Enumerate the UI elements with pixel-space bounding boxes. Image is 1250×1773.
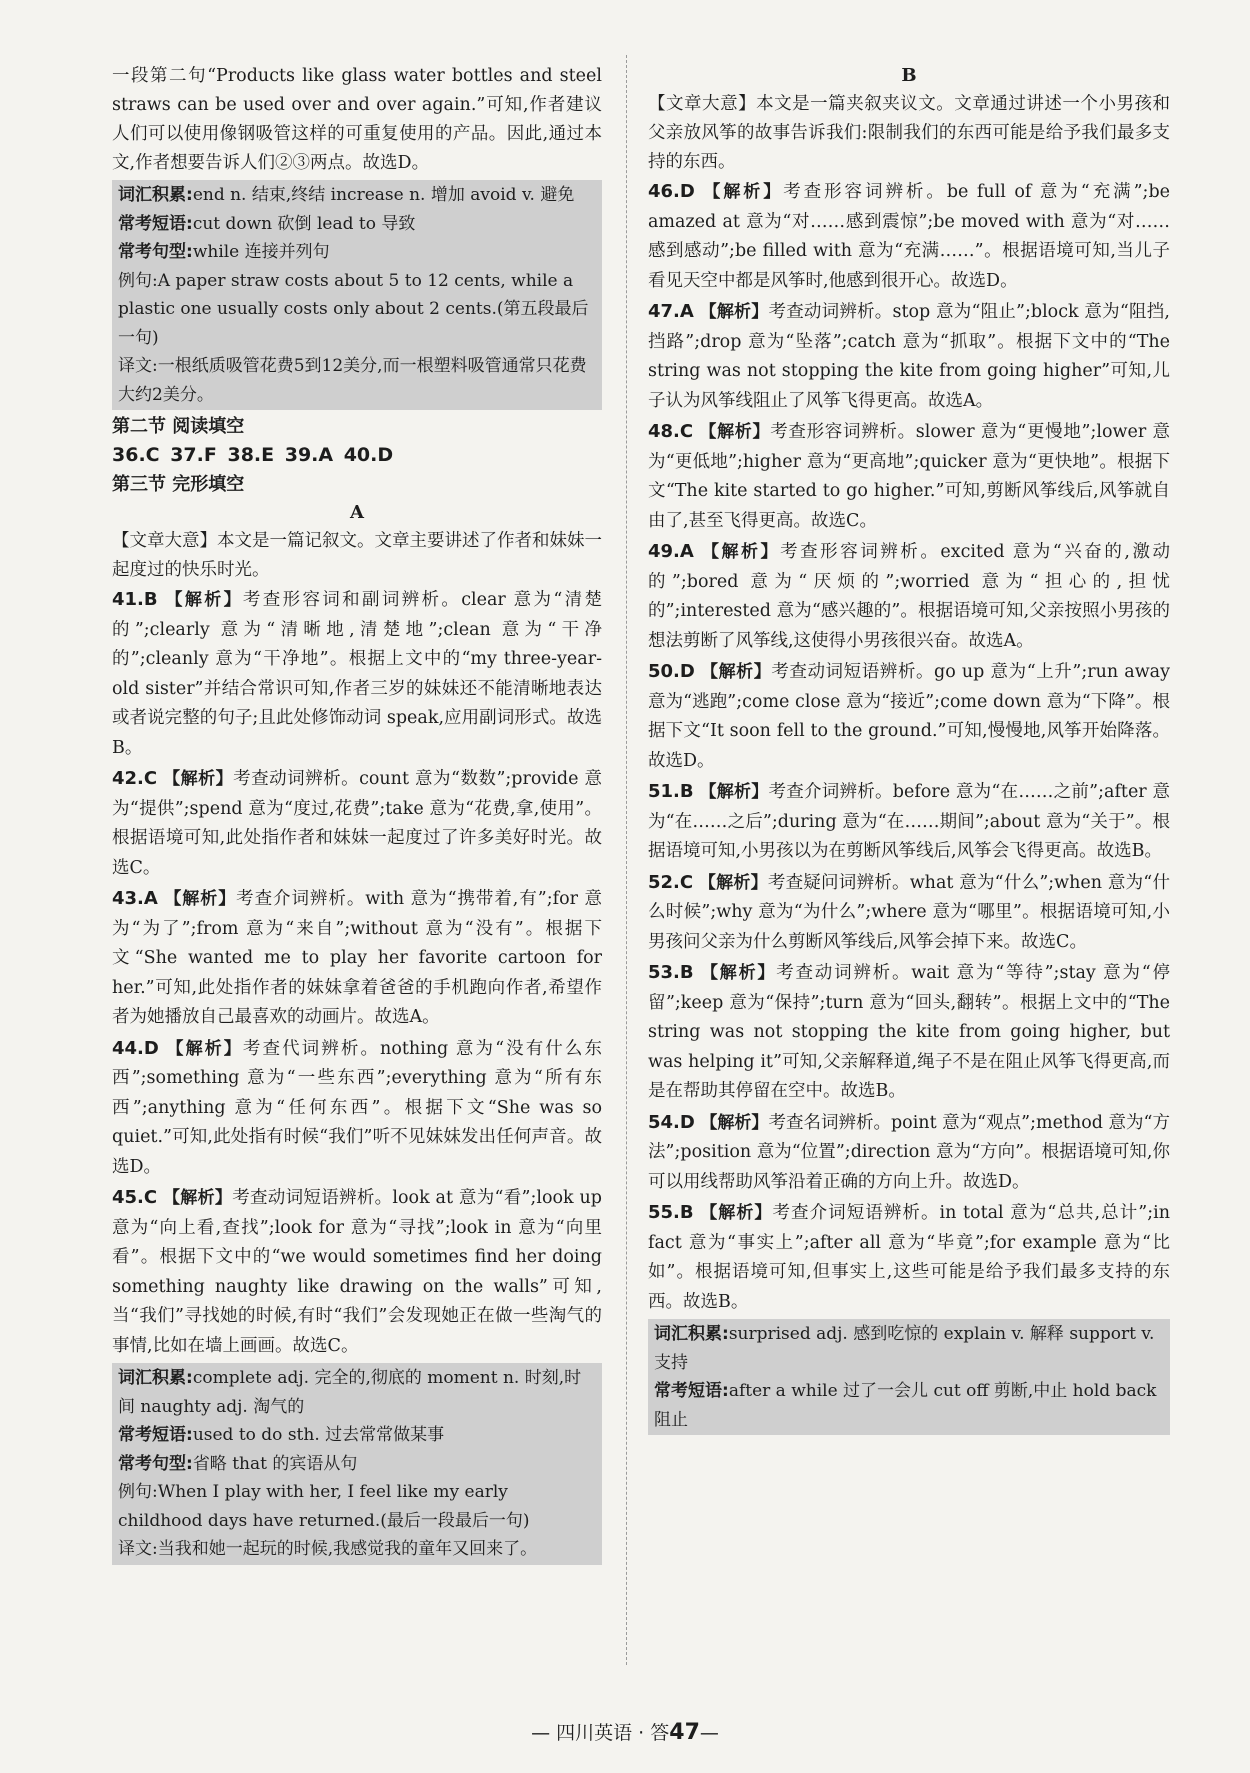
translation-sentence: 译文:一根纸质吸管花费5到12美分,而一根塑料吸管通常只花费大约2美分。 xyxy=(118,356,587,405)
vocab-line: 词汇积累:end n. 结束,终结 increase n. 增加 avoid v. 避免 xyxy=(118,185,575,205)
passage-a-title: A xyxy=(350,502,364,523)
footer-suffix: — xyxy=(699,1722,719,1744)
section-2-title: 第二节 阅读填空 xyxy=(112,416,245,437)
footer-prefix: — 四川英语 · 答 xyxy=(531,1722,670,1744)
left-column xyxy=(112,62,602,1567)
answer-item: 49.A 【解析】考查形容词辨析。excited 意为“兴奋的,激动的”;bored 意为“厌烦的”;worried 意为“担心的,担忧的”;interested 意为“感兴趣的”。根据语境可知,父亲按照小男孩的想法剪断了风筝线,这使得小男孩很兴奋。故选A。 xyxy=(648,541,1170,651)
passage-b-summary: 【文章大意】本文是一篇夹叙夹议文。文章通过讲述一个小男孩和父亲放风筝的故事告诉我们:限制我们的东西可能是给予我们最多支持的东西。 xyxy=(648,94,1170,172)
answer-item: 47.A 【解析】考查动词辨析。stop 意为“阻止”;block 意为“阻挡,挡路”;drop 意为“坠落”;catch 意为“抓取”。根据下文中的“The string was not stopping the kite from going higher”可知,儿子认为风筝线阻止了风筝飞得更高。故选A。 xyxy=(648,301,1170,411)
vocab-line: 词汇积累:surprised adj. 感到吃惊的 explain v. 解释 support v. 支持 xyxy=(654,1324,1155,1373)
answer-item: 42.C 【解析】考查动词辨析。count 意为“数数”;provide 意为“提供”;spend 意为“度过,花费”;take 意为“花费,拿,使用”。根据语境可知,此处指作者和妹妹一起度过了许多美好时光。故选C。 xyxy=(112,768,602,878)
pattern-line: 常考句型:while 连接并列句 xyxy=(118,242,330,262)
answer-item: 54.D 【解析】考查名词辨析。point 意为“观点”;method 意为“方法”;position 意为“位置”;direction 意为“方向”。根据语境可知,你可以用线帮助风筝沿着正确的方向上升。故选D。 xyxy=(648,1111,1171,1192)
vocab-box-3 xyxy=(648,1319,1170,1435)
vocab-box-1 xyxy=(112,180,602,410)
page-footer xyxy=(0,1718,1250,1745)
answer-item: 55.B 【解析】考查介词短语辨析。in total 意为“总共,总计”;in fact 意为“事实上”;after all 意为“毕竟”;for example 意为“比如”。根据语境可知,但事实上,这些可能是给予我们最多支持的东西。故选B。 xyxy=(648,1202,1170,1312)
page-number: 47 xyxy=(669,1720,700,1745)
passage-a-summary: 【文章大意】本文是一篇记叙文。文章主要讲述了作者和妹妹一起度过的快乐时光。 xyxy=(112,531,602,580)
section-2-answers: 36.C 37.F 38.E 39.A 40.D xyxy=(112,444,394,466)
answer-item: 52.C 【解析】考查疑问词辨析。what 意为“什么”;when 意为“什么时候”;why 意为“为什么”;where 意为“哪里”。根据语境可知,小男孩问父亲为什么剪断风筝线后,风筝会掉下来。故选C。 xyxy=(648,871,1170,952)
answer-item: 45.C 【解析】考查动词短语辨析。look at 意为“看”;look up 意为“向上看,查找”;look for 意为“寻找”;look in 意为“向里看”。根据下文中的“we would sometimes find her doing something naughty like drawing on the walls”可知,当“我们”寻找她的时候,有时“我们”会发现她正在做一些淘气的事情,比如在墙上画画。故选C。 xyxy=(112,1187,602,1356)
vocab-line: 词汇积累:complete adj. 完全的,彻底的 moment n. 时刻,时间 naughty adj. 淘气的 xyxy=(118,1368,582,1417)
example-sentence: 例句:When I play with her, I feel like my early childhood days have returned.(最后一段最后一句) xyxy=(118,1482,530,1531)
intro-paragraph: 一段第二句“Products like glass water bottles and steel straws can be used over and over again.”可知,作者建议人们可以使用像钢吸管这样的可重复使用的产品。因此,通过本文,作者想要告诉人们②③两点。故选D。 xyxy=(112,66,602,173)
answer-item: 43.A 【解析】考查介词辨析。with 意为“携带着,有”;for 意为“为了”;from 意为“来自”;without 意为“没有”。根据下文“She wanted me to play her favorite cartoon for her.”可知,此处指作者的妹妹拿着爸爸的手机跑向作者,希望作者为她播放自己最喜欢的动画片。故选A。 xyxy=(112,888,602,1027)
answer-item: 46.D 【解析】考查形容词辨析。be full of 意为“充满”;be amazed at 意为“对……感到震惊”;be moved with 意为“对……感到感动”;be filled with 意为“充满……”。根据语境可知,当儿子看见天空中都是风筝时,他感到很开心。故选D。 xyxy=(648,181,1170,291)
answer-item: 48.C 【解析】考查形容词辨析。slower 意为“更慢地”;lower 意为“更低地”;higher 意为“更高地”;quicker 意为“更快地”。根据下文“The kite started to go higher.”可知,剪断风筝线后,风筝就自由了,甚至飞得更高。故选C。 xyxy=(648,421,1170,531)
translation-sentence: 译文:当我和她一起玩的时候,我感觉我的童年又回来了。 xyxy=(118,1539,538,1559)
phrase-line: 常考短语:after a while 过了一会儿 cut off 剪断,中止 hold back 阻止 xyxy=(654,1381,1157,1430)
section-3-title: 第三节 完形填空 xyxy=(112,474,245,495)
example-sentence: 例句:A paper straw costs about 5 to 12 cents, while a plastic one usually costs only about 2 cents.(第五段最后一句) xyxy=(118,270,589,348)
pattern-line: 常考句型:省略 that 的宾语从句 xyxy=(118,1453,358,1474)
answer-item: 44.D 【解析】考查代词辨析。nothing 意为“没有什么东西”;something 意为“一些东西”;everything 意为“所有东西”;anything 意为“任何东西”。根据下文“She was so quiet.”可知,此处指有时候“我们”听不见妹妹发出任何声音。故选D。 xyxy=(112,1037,602,1177)
answer-item: 50.D 【解析】考查动词短语辨析。go up 意为“上升”;run away 意为“逃跑”;come close 意为“接近”;come down 意为“下降”。根据下文“It soon fell to the ground.”可知,慢慢地,风筝开始降落。故选D。 xyxy=(648,661,1171,771)
answer-item: 51.B 【解析】考查介词辨析。before 意为“在……之前”;after 意为“在……之后”;during 意为“在……期间”;about 意为“关于”。根据语境可知,小男孩以为在剪断风筝线后,风筝会飞得更高。故选B。 xyxy=(648,781,1170,861)
answer-item: 53.B 【解析】考查动词辨析。wait 意为“等待”;stay 意为“停留”;keep 意为“保持”;turn 意为“回头,翻转”。根据上文中的“The string was not stopping the kite from going higher, but was helping it”可知,父亲解释道,绳子不是在阻止风筝飞得更高,而是在帮助其停留在空中。故选B。 xyxy=(648,962,1170,1101)
right-column xyxy=(648,62,1170,1437)
answer-item: 41.B 【解析】考查形容词和副词辨析。clear 意为“清楚的”;clearly 意为“清晰地,清楚地”;clean 意为“干净的”;cleanly 意为“干净地”。根据上文中的“my three-year-old sister”并结合常识可知,作者三岁的妹妹还不能清晰地表达或者说完整的句子;且此处修饰动词 speak,应用副词形式。故选B。 xyxy=(112,589,603,758)
column-divider xyxy=(626,55,627,1665)
phrase-line: 常考短语:used to do sth. 过去常常做某事 xyxy=(118,1425,445,1445)
passage-b-title: B xyxy=(901,65,917,86)
vocab-box-2 xyxy=(112,1363,602,1565)
phrase-line: 常考短语:cut down 砍倒 lead to 导致 xyxy=(118,213,416,234)
